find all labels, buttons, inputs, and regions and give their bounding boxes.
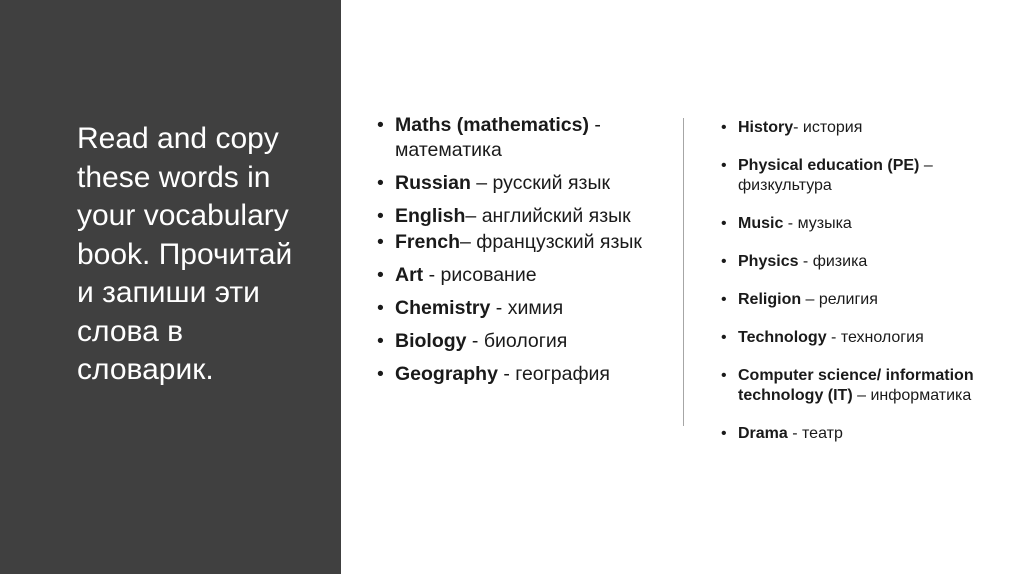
term: Computer science/ information technology (IT) xyxy=(738,367,974,404)
title-panel xyxy=(0,0,341,574)
separator: – xyxy=(919,157,933,174)
bullet-icon: • xyxy=(377,297,384,319)
list-item xyxy=(377,113,667,163)
translation: география xyxy=(515,363,610,385)
bullet-icon: • xyxy=(377,231,384,253)
slide-title: Read and copy these words in your vocabulary book. Прочитай и запиши эти слова в словарик. xyxy=(77,122,293,386)
term: Geography xyxy=(395,363,498,385)
separator: – xyxy=(470,172,493,194)
term: Physics xyxy=(738,253,799,270)
translation: музыка xyxy=(797,215,852,232)
list-item xyxy=(721,252,991,272)
bullet-icon: • xyxy=(377,330,384,352)
translation: физика xyxy=(812,253,868,270)
separator: - xyxy=(423,264,441,286)
separator: - xyxy=(588,114,601,136)
bullet-icon: • xyxy=(721,157,727,174)
separator: - xyxy=(783,215,798,232)
separator: - xyxy=(787,425,803,442)
bullet-icon: • xyxy=(721,291,727,308)
term: Technology xyxy=(738,329,827,346)
list-item xyxy=(721,424,991,444)
subjects-list-right xyxy=(721,118,991,462)
list-item xyxy=(377,329,667,354)
term: Physical education (PE) xyxy=(738,157,920,174)
separator: - xyxy=(793,119,803,136)
column-divider xyxy=(683,118,684,426)
bullet-icon: • xyxy=(377,172,384,194)
term: Art xyxy=(395,264,424,286)
bullet-icon: • xyxy=(721,367,727,384)
list-item xyxy=(721,366,991,406)
term: Russian xyxy=(395,172,471,194)
bullet-icon: • xyxy=(721,425,727,442)
translation: информатика xyxy=(870,387,972,404)
separator: – xyxy=(465,205,482,227)
list-item xyxy=(721,156,991,196)
list-item xyxy=(721,214,991,234)
term: History xyxy=(738,119,794,136)
list-item xyxy=(721,328,991,348)
list-item xyxy=(721,290,991,310)
term: Maths (mathematics) xyxy=(395,114,589,136)
list-item xyxy=(377,296,667,321)
list-item xyxy=(721,118,991,138)
translation: химия xyxy=(507,297,564,319)
term: Biology xyxy=(395,330,467,352)
bullet-icon: • xyxy=(377,264,384,286)
term: French xyxy=(395,231,461,253)
translation: русский язык xyxy=(492,172,610,194)
term: English xyxy=(395,205,466,227)
translation: физкультура xyxy=(738,177,832,194)
list-item xyxy=(377,362,667,387)
bullet-icon: • xyxy=(721,215,727,232)
translation: биология xyxy=(483,330,568,352)
bullet-icon: • xyxy=(721,329,727,346)
list-item xyxy=(377,230,667,255)
term: Chemistry xyxy=(395,297,491,319)
bullet-icon: • xyxy=(377,114,384,136)
bullet-icon: • xyxy=(721,253,727,270)
separator: - xyxy=(826,329,841,346)
bullet-icon: • xyxy=(721,119,727,136)
translation: математика xyxy=(395,139,502,161)
list-item xyxy=(377,171,667,196)
separator: – xyxy=(460,231,477,253)
bullet-icon: • xyxy=(377,205,384,227)
separator: - xyxy=(798,253,813,270)
separator: - xyxy=(497,363,516,385)
term: Religion xyxy=(738,291,802,308)
list-item xyxy=(377,263,667,288)
translation: история xyxy=(802,119,863,136)
separator: – xyxy=(801,291,819,308)
translation: английский язык xyxy=(481,205,631,227)
separator: – xyxy=(852,387,871,404)
separator: - xyxy=(490,297,508,319)
list-item xyxy=(377,204,667,229)
translation: театр xyxy=(802,425,843,442)
translation: рисование xyxy=(440,264,537,286)
separator: - xyxy=(466,330,484,352)
bullet-icon: • xyxy=(377,363,384,385)
term: Music xyxy=(738,215,784,232)
translation: французский язык xyxy=(476,231,642,253)
subjects-list-left xyxy=(377,113,667,395)
term: Drama xyxy=(738,425,788,442)
translation: религия xyxy=(818,291,878,308)
translation: технология xyxy=(840,329,924,346)
